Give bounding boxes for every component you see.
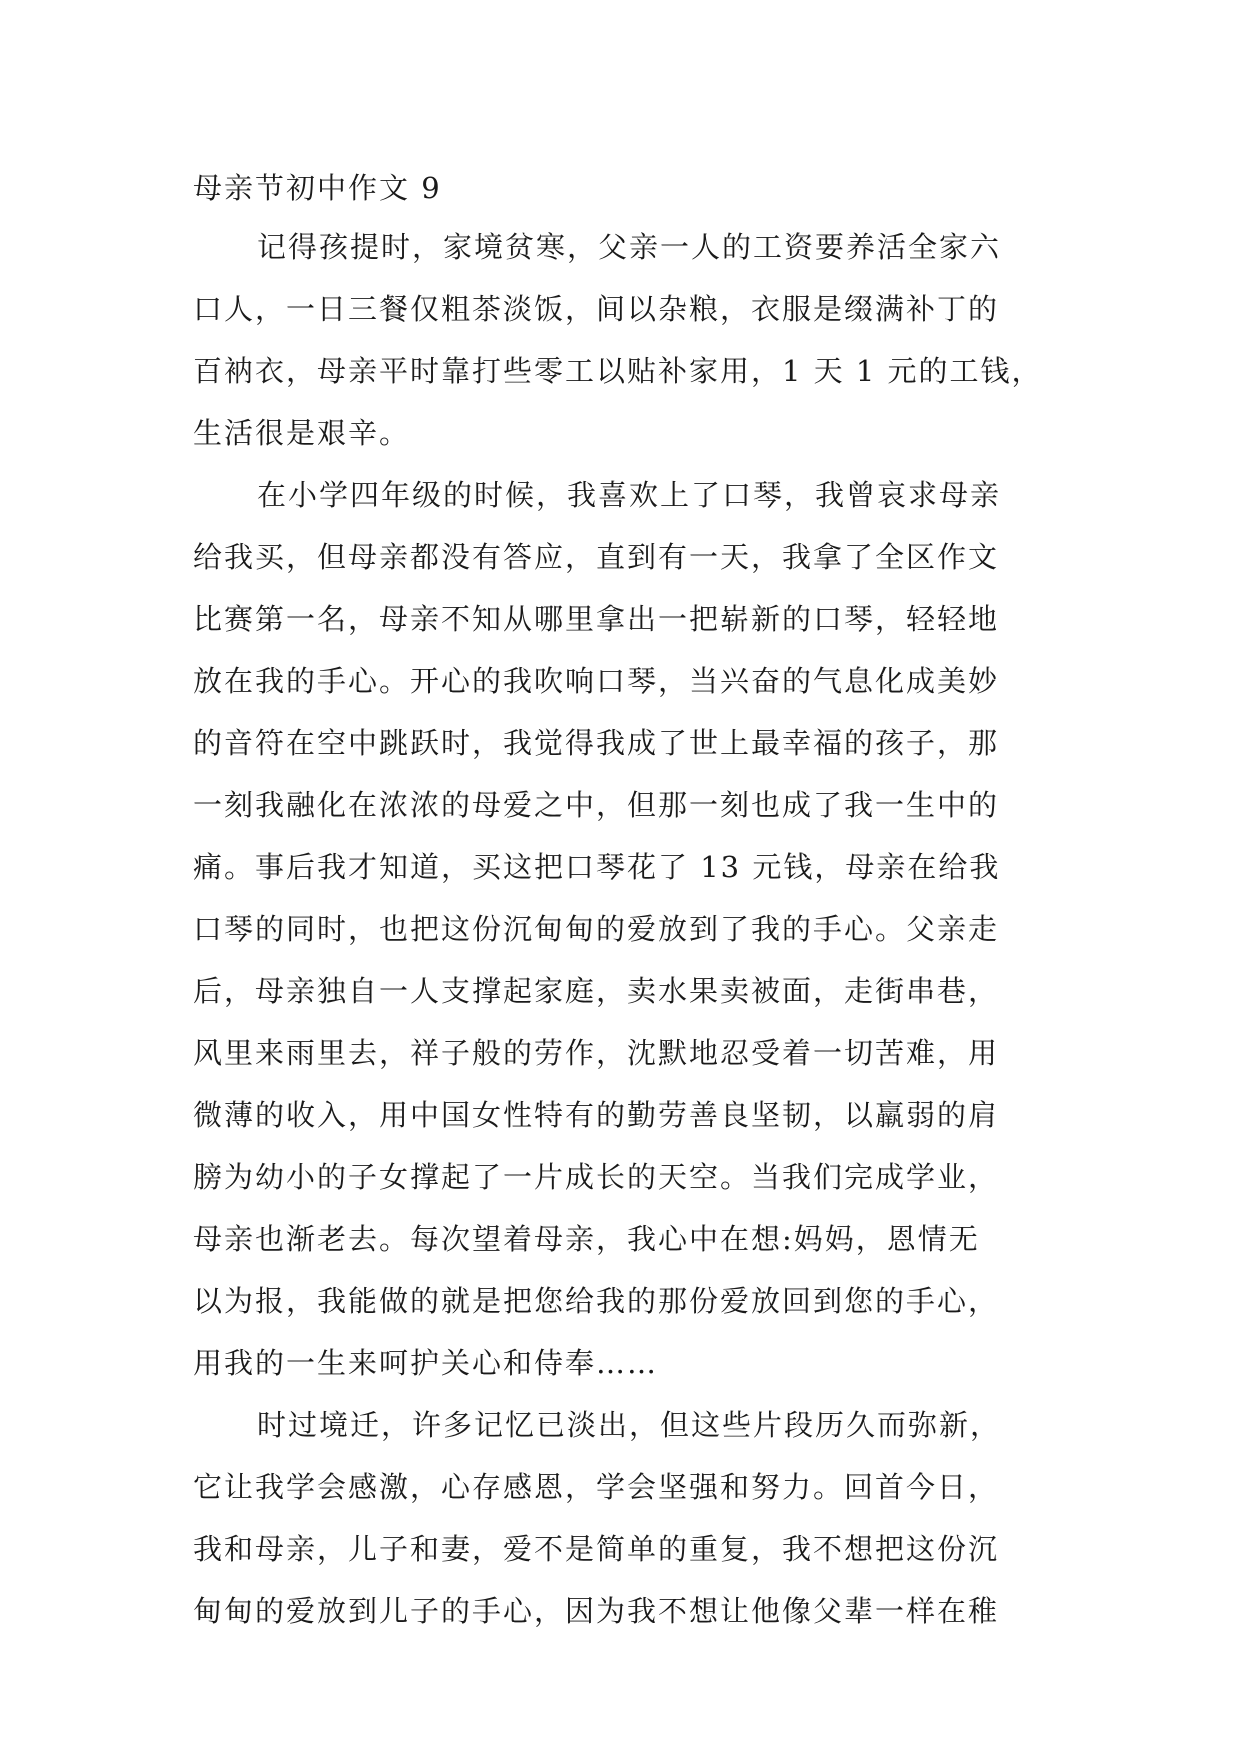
paragraph-line: 百衲衣，母亲平时靠打些零工以贴补家用，1 天 1 元的工钱， bbox=[193, 354, 1043, 388]
document-title: 母亲节初中作文 9 bbox=[193, 171, 442, 205]
paragraph-line: 风里来雨里去，祥子般的劳作，沈默地忍受着一切苦难，用 bbox=[193, 1036, 1000, 1070]
paragraph-2 bbox=[193, 464, 1048, 1394]
paragraph-line: 膀为幼小的子女撑起了一片成长的天空。当我们完成学业， bbox=[193, 1160, 1000, 1194]
paragraph-line: 记得孩提时，家境贫寒，父亲一人的工资要养活全家六 bbox=[257, 230, 1002, 264]
paragraph-line: 时过境迁，许多记忆已淡出，但这些片段历久而弥新， bbox=[257, 1408, 1002, 1442]
paragraph-line: 口琴的同时，也把这份沉甸甸的爱放到了我的手心。父亲走 bbox=[193, 912, 1000, 946]
paragraph-line: 放在我的手心。开心的我吹响口琴，当兴奋的气息化成美妙 bbox=[193, 664, 1000, 698]
paragraph-line: 在小学四年级的时候，我喜欢上了口琴，我曾哀求母亲 bbox=[257, 478, 1002, 512]
paragraph-line: 比赛第一名，母亲不知从哪里拿出一把崭新的口琴，轻轻地 bbox=[193, 602, 1000, 636]
paragraph-line: 后，母亲独自一人支撑起家庭，卖水果卖被面，走街串巷， bbox=[193, 974, 1000, 1008]
paragraph-line: 一刻我融化在浓浓的母爱之中，但那一刻也成了我一生中的 bbox=[193, 788, 1000, 822]
paragraph-line: 的音符在空中跳跃时，我觉得我成了世上最幸福的孩子，那 bbox=[193, 726, 1000, 760]
paragraph-3 bbox=[193, 1394, 1048, 1642]
paragraph-line: 母亲也渐老去。每次望着母亲，我心中在想:妈妈，恩情无 bbox=[193, 1222, 980, 1256]
paragraph-line: 口人，一日三餐仅粗茶淡饭，间以杂粮，衣服是缀满补丁的 bbox=[193, 292, 1000, 326]
paragraph-line: 我和母亲，儿子和妻，爱不是简单的重复，我不想把这份沉 bbox=[193, 1532, 1000, 1566]
paragraph-line: 用我的一生来呵护关心和侍奉…… bbox=[193, 1346, 659, 1380]
paragraph-1 bbox=[193, 216, 1048, 464]
paragraph-line: 痛。事后我才知道，买这把口琴花了 13 元钱，母亲在给我 bbox=[193, 850, 1001, 884]
paragraph-line: 生活很是艰辛。 bbox=[193, 416, 411, 450]
paragraph-line: 给我买，但母亲都没有答应，直到有一天，我拿了全区作文 bbox=[193, 540, 1000, 574]
paragraph-line: 以为报，我能做的就是把您给我的那份爱放回到您的手心， bbox=[193, 1284, 1000, 1318]
document-body bbox=[193, 160, 1048, 1642]
paragraph-line: 微薄的收入，用中国女性特有的勤劳善良坚韧，以羸弱的肩 bbox=[193, 1098, 1000, 1132]
paragraph-line: 甸甸的爱放到儿子的手心，因为我不想让他像父辈一样在稚 bbox=[193, 1594, 1000, 1628]
paragraph-line: 它让我学会感激，心存感恩，学会坚强和努力。回首今日， bbox=[193, 1470, 1000, 1504]
